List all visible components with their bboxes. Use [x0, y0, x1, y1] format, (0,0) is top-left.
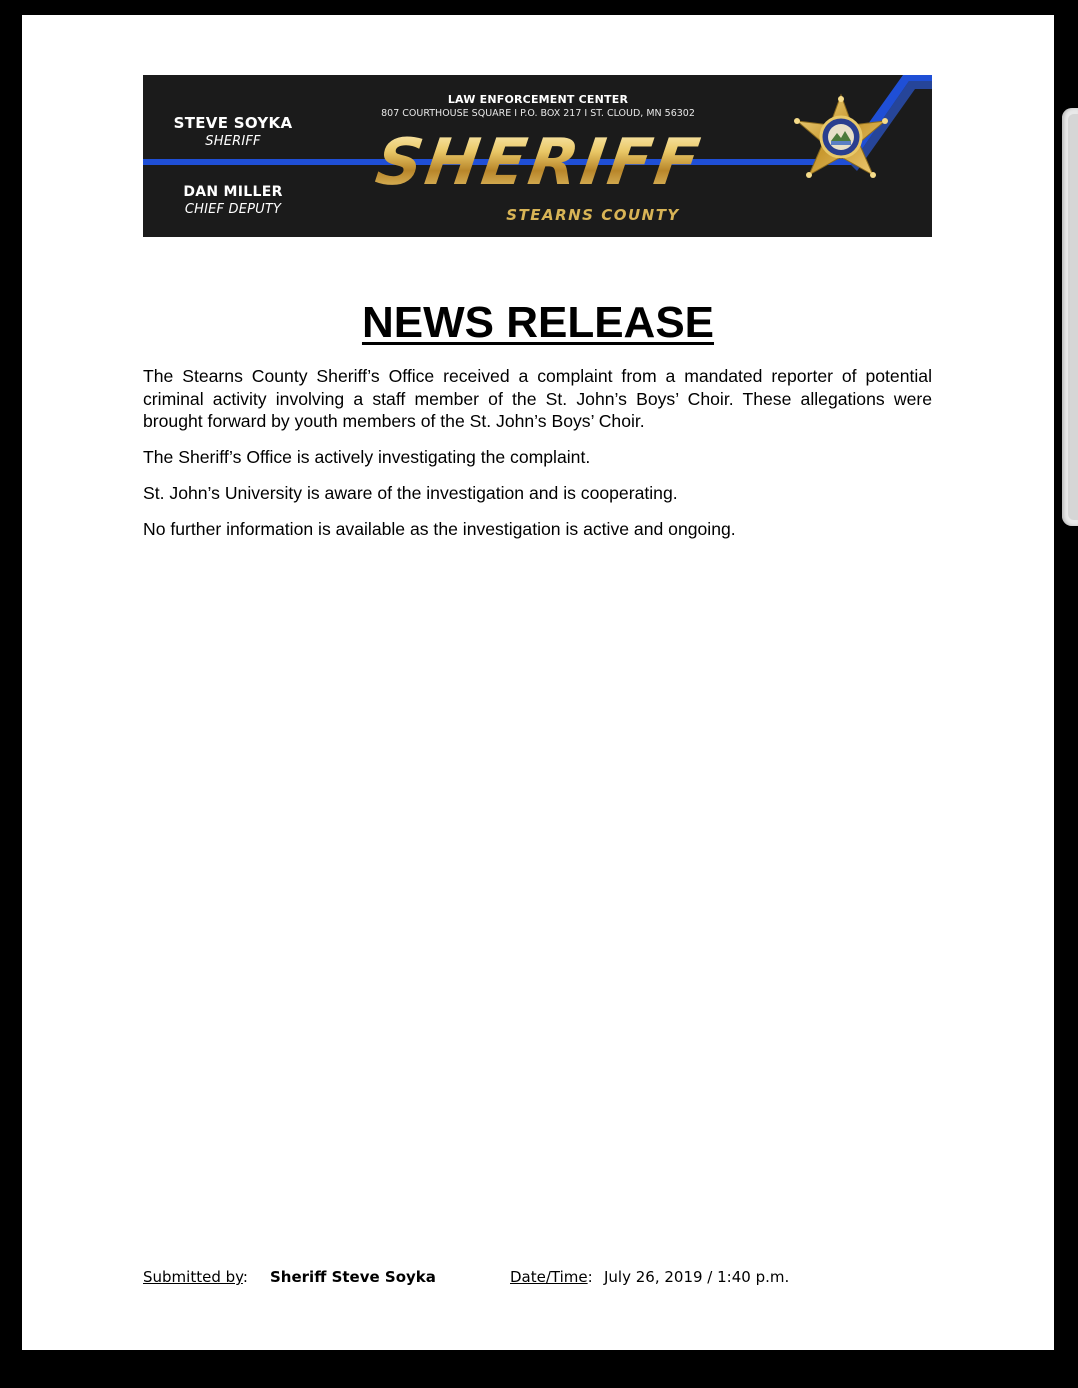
center-name: LAW ENFORCEMENT CENTER — [447, 93, 629, 106]
paragraph-investigating: The Sheriff’s Office is actively investigating the complaint. — [143, 447, 591, 467]
submitted-by-label: Submitted by: — [143, 1268, 248, 1286]
release-body — [143, 365, 932, 554]
letterhead-banner — [143, 75, 932, 237]
date-time-label: Date/Time: — [510, 1268, 593, 1286]
vertical-scrollbar[interactable] — [1062, 108, 1078, 526]
county-name: STEARNS COUNTY — [506, 206, 680, 224]
page-title-text: NEWS RELEASE — [361, 298, 715, 347]
center-address: 807 COURTHOUSE SQUARE I P.O. BOX 217 I ST. CLOUD, MN 56302 — [381, 108, 695, 119]
chief-deputy-name: DAN MILLER — [183, 184, 283, 200]
document-page — [22, 15, 1054, 1350]
chief-deputy-title: CHIEF DEPUTY — [184, 202, 282, 217]
date-time-value: July 26, 2019 / 1:40 p.m. — [604, 1268, 790, 1286]
scrollbar-thumb[interactable] — [1068, 114, 1078, 520]
paragraph-university: St. John’s University is aware of the investigation and is cooperating. — [143, 483, 678, 503]
sheriff-title: SHERIFF — [205, 134, 261, 149]
chief-deputy-credit — [143, 184, 323, 217]
sheriff-star-badge-icon — [793, 91, 889, 191]
paragraph-no-further-info: No further information is available as the investigation is active and ongoing. — [143, 519, 736, 539]
sheriff-credit — [143, 114, 323, 149]
page-title — [22, 298, 1054, 348]
sheriff-wordmark: SHERIFF — [324, 125, 755, 201]
paragraph-complaint: The Stearns County Sheriff’s Office received a complaint from a mandated reporter of potential criminal activity involving a staff member of the St. John’s Boys’ Choir. These allegations were brought forward by youth members of the St. John’s Boys’ Choir. — [143, 366, 932, 431]
sheriff-name: STEVE SOYKA — [173, 114, 293, 132]
submitted-by-value: Sheriff Steve Soyka — [270, 1268, 436, 1286]
